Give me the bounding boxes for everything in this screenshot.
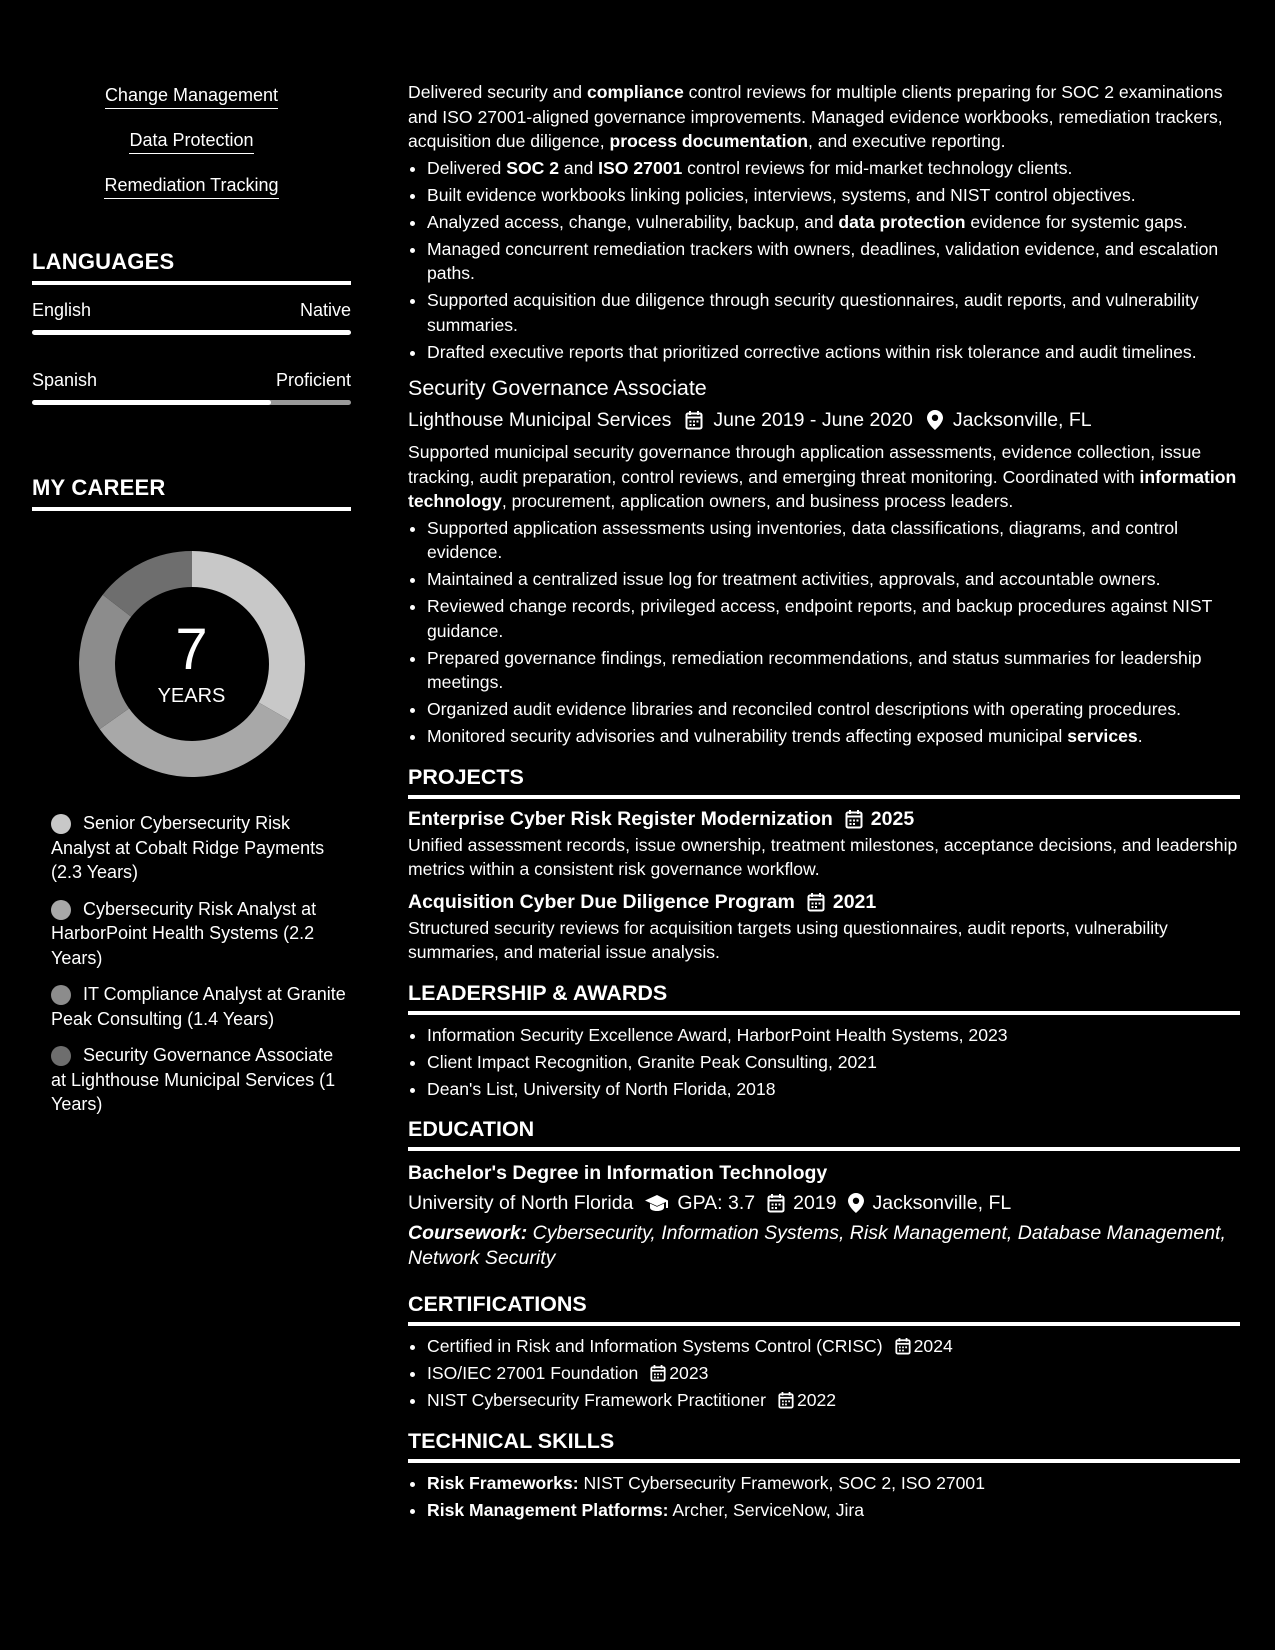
calendar-icon: [778, 1391, 794, 1409]
language-bar-fill: [32, 400, 271, 405]
career-legend: [32, 811, 351, 1117]
skill-item: [427, 1471, 1240, 1496]
certification-year: 2023: [669, 1363, 709, 1383]
job-summary: Supported municipal security governance through application assessments, evidence collection, issue tracking, audit preparation, control reviews, and emerging threat monitoring. Coordinated with information technology, procurement, application owners, and business process leaders.: [408, 442, 1237, 511]
education-meta: [408, 1189, 1240, 1217]
skill-value: Archer, ServiceNow, Jira: [672, 1499, 865, 1520]
job-dates: June 2019 - June 2020: [713, 409, 913, 431]
calendar-icon: [895, 1337, 911, 1355]
job-title: Security Governance Associate: [408, 376, 707, 400]
career-legend-item: [51, 811, 351, 885]
skill-tag: Remediation Tracking: [104, 174, 278, 199]
language-spanish: [32, 369, 351, 405]
job-bullets: [408, 156, 1240, 365]
job-bullet: • Managed concurrent remediation trackers with owners, deadlines, validation evidence, and escalation paths.: [427, 237, 1240, 286]
legend-dot: [51, 985, 71, 1005]
career-legend-label: Senior Cybersecurity Risk Analyst at Cobalt Ridge Payments (2.3 Years): [51, 813, 325, 882]
calendar-icon: [685, 410, 703, 430]
career-legend-label: Security Governance Associate at Lighthouse Municipal Services (1 Years): [51, 1045, 336, 1114]
calendar-icon: [845, 809, 863, 829]
job-bullet: • Drafted executive reports that prioritized corrective actions within risk tolerance and audit timelines.: [427, 340, 1240, 365]
career-legend-item: [51, 1043, 351, 1117]
project-title: Enterprise Cyber Risk Register Modernization: [408, 807, 833, 830]
job-summary: Delivered security and compliance control reviews for multiple clients preparing for SOC 2 examinations and ISO 27001-aligned governance improvements. Managed evidence workbooks, remediation trackers, acquisition due diligence, process documentation, and executive reporting.: [408, 82, 1223, 151]
career-legend-item: [51, 897, 351, 971]
certification-name: • Certified in Risk and Information Systems Control (CRISC): [427, 1336, 883, 1356]
legend-dot: [51, 814, 71, 834]
career-years-unit: YEARS: [157, 684, 226, 707]
certification-item: [427, 1388, 1240, 1413]
career-legend-label: IT Compliance Analyst at Granite Peak Consulting (1.4 Years): [51, 984, 346, 1029]
job-bullet: • Supported acquisition due diligence through security questionnaires, audit reports, and vulnerability summaries.: [427, 288, 1240, 337]
skill-value: NIST Cybersecurity Framework, SOC 2, ISO 27001: [583, 1472, 985, 1493]
awards-list: [408, 1023, 1240, 1102]
location-pin-icon: [848, 1193, 864, 1213]
skill-item: [427, 1498, 1240, 1523]
job-location: Jacksonville, FL: [952, 409, 1092, 431]
career-total-years: 7: [175, 616, 208, 682]
skill-label: Risk Frameworks:: [427, 1472, 579, 1493]
skill-label: Risk Management Platforms:: [427, 1499, 669, 1520]
graduation-cap-icon: [645, 1194, 669, 1212]
project-item: [408, 888, 1240, 965]
coursework-list: Cybersecurity, Information Systems, Risk Management, Database Management, Network Security: [408, 1222, 1226, 1269]
job-bullet: • Analyzed access, change, vulnerability, backup, and data protection evidence for systemic gaps.: [427, 210, 1240, 235]
certification-year: 2022: [796, 1390, 837, 1410]
skill-tag: Change Management: [105, 84, 278, 109]
job-meta: [408, 406, 1240, 434]
school-name: University of North Florida: [408, 1192, 634, 1214]
certifications-list: [408, 1334, 1240, 1413]
certifications-heading: CERTIFICATIONS: [408, 1290, 1240, 1326]
projects-heading: PROJECTS: [408, 763, 1240, 799]
skill-tag: Data Protection: [129, 129, 253, 154]
award-item: • Information Security Excellence Award, HarborPoint Health Systems, 2023: [427, 1023, 1240, 1048]
certification-item: [427, 1334, 1240, 1359]
gpa: GPA: 3.7: [677, 1192, 756, 1214]
project-description: Unified assessment records, issue ownership, treatment milestones, acceptance decisions, and leadership metrics within a consistent risk governance workflow.: [408, 834, 1238, 879]
project-year: 2021: [832, 890, 877, 913]
skill-tags: [32, 84, 351, 219]
coursework-label: Coursework:: [408, 1222, 528, 1244]
career-heading: MY CAREER: [32, 475, 351, 511]
degree-title: Bachelor's Degree in Information Technology: [408, 1162, 828, 1184]
project-description: Structured security reviews for acquisition targets using questionnaires, audit reports, vulnerability summaries, and material issue analysis.: [408, 917, 1168, 962]
calendar-icon: [650, 1364, 666, 1382]
job-bullet: • Built evidence workbooks linking policies, interviews, systems, and NIST control objectives.: [427, 183, 1240, 208]
school-location: Jacksonville, FL: [872, 1192, 1012, 1214]
project-item: [408, 805, 1240, 882]
award-item: • Dean's List, University of North Florida, 2018: [427, 1077, 1240, 1102]
project-year: 2025: [870, 807, 915, 830]
language-english: [32, 299, 351, 335]
language-name: English: [32, 300, 92, 320]
job-company: Lighthouse Municipal Services: [408, 409, 672, 431]
career-legend-item: [51, 982, 351, 1031]
job-bullet: • Monitored security advisories and vulnerability trends affecting exposed municipal services.: [427, 724, 1240, 749]
certification-year: 2024: [913, 1336, 953, 1356]
project-title: Acquisition Cyber Due Diligence Program: [408, 890, 795, 913]
career-legend-label: Cybersecurity Risk Analyst at HarborPoint Health Systems (2.2 Years): [51, 898, 317, 968]
calendar-icon: [767, 1193, 785, 1213]
graduation-year: 2019: [793, 1192, 837, 1214]
job-bullet: • Delivered SOC 2 and ISO 27001 control reviews for mid-market technology clients.: [427, 156, 1240, 181]
language-bar: [32, 330, 351, 335]
language-level: Proficient: [275, 370, 351, 390]
job-bullet: • Organized audit evidence libraries and reconciled control descriptions with operating procedures.: [427, 697, 1240, 722]
job-bullet: • Supported application assessments using inventories, data classifications, diagrams, and control evidence.: [427, 516, 1240, 565]
job-bullet: • Reviewed change records, privileged access, endpoint reports, and backup procedures against NIST guidance.: [427, 594, 1240, 643]
language-level: Native: [299, 300, 351, 320]
education-heading: EDUCATION: [408, 1115, 1240, 1151]
sidebar: [32, 84, 351, 1129]
award-item: • Client Impact Recognition, Granite Peak Consulting, 2021: [427, 1050, 1240, 1075]
certification-item: [427, 1361, 1240, 1386]
legend-dot: [51, 900, 71, 920]
languages-heading: LANGUAGES: [32, 249, 351, 285]
technical-skills-heading: TECHNICAL SKILLS: [408, 1427, 1240, 1463]
language-bar-fill: [32, 330, 351, 335]
career-donut-chart: [77, 549, 307, 779]
main-content: [408, 80, 1240, 1525]
certification-name: • ISO/IEC 27001 Foundation: [427, 1363, 639, 1383]
technical-skills-list: [408, 1471, 1240, 1523]
language-name: Spanish: [32, 370, 98, 390]
coursework: [408, 1221, 1240, 1270]
legend-dot: [51, 1046, 71, 1066]
job-bullets: [408, 516, 1240, 749]
job-bullet: • Prepared governance findings, remediation recommendations, and status summaries for leadership meetings.: [427, 646, 1240, 695]
donut-center: [77, 549, 307, 779]
certification-name: • NIST Cybersecurity Framework Practitioner: [427, 1390, 766, 1410]
awards-heading: LEADERSHIP & AWARDS: [408, 979, 1240, 1015]
calendar-icon: [807, 892, 825, 912]
job-bullet: • Maintained a centralized issue log for treatment activities, approvals, and accountable owners.: [427, 567, 1240, 592]
language-bar: [32, 400, 351, 405]
location-pin-icon: [927, 410, 943, 430]
